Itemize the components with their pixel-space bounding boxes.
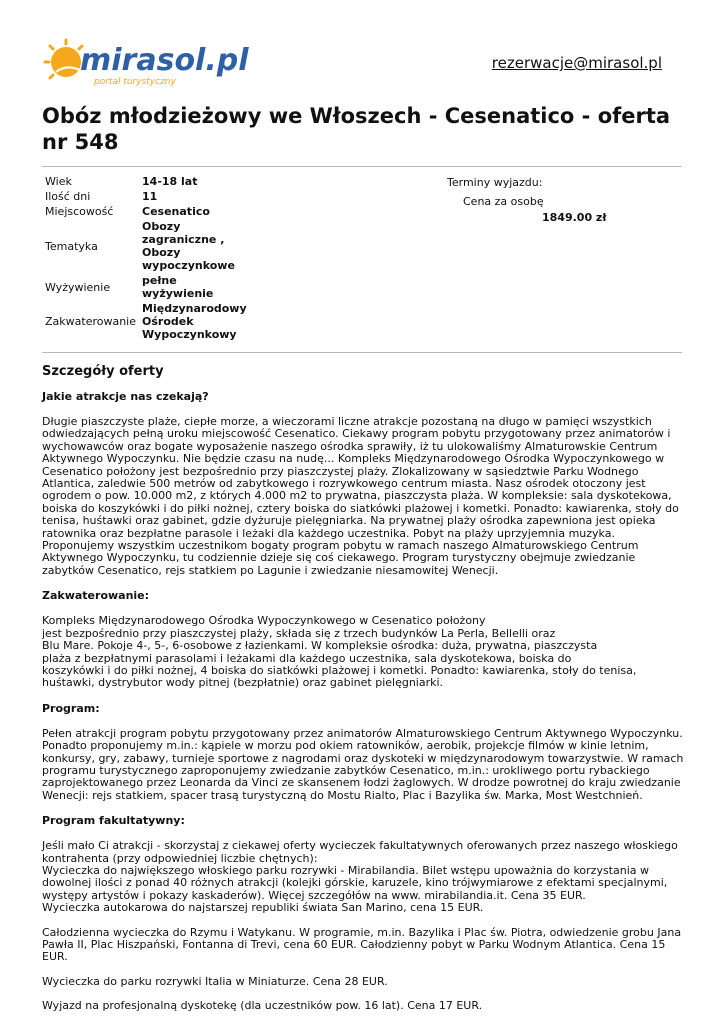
section-text: Wyjazd na profesjonalną dyskotekę (dla uczestników pow. 16 lat). Cena 17 EUR. [42,999,483,1013]
email-link[interactable]: rezerwacje@mirasol.pl [491,54,662,72]
page-title: Obóz młodzieżowy we Włoszech - Cesenatico - oferta nr 548 [42,104,671,154]
info-row-theme [42,219,250,273]
info-value: 11 [142,190,158,203]
departure-dates-label: Terminy wyjazdu: [447,176,543,189]
info-row-days [42,189,250,204]
info-value: pełne wyżywienie [142,274,214,300]
section-text: Pełen atrakcji program pobytu przygotowany przez animatorów Almaturowskiego Centrum Aktywnego Wypoczynku. Ponadto proponujemy m.in.: kąpiele w morzu pod okiem ratowników, aerobik, projekcje filmów w kinie letnim, konkursy, gry, zabawy, turnieje sportowe z nagrodami oraz dyskoteki w międzynarodowym towarzystwie. W ramach programu turystycznego zaproponujemy zwiedzanie zabytków Cesenatico, m.in.: urokliwego portu rybackiego zaprojektowanego przez Leonarda da Vinci ze skansenem łodzi żaglowych. W drodze powrotnej do kraju zwiedzanie Wenecji: rejs statkiem, spacer trasą turystyczną do Mostu Rialto, Plac i Bazylika św. Marka, Most Westchnień. [42,726,684,802]
section-text: Długie piaszczyste plaże, ciepłe morze, a wieczorami liczne atrakcje pozostaną na długo w pamięci wszystkich odwiedzających pełną uroku miejscowość Cesenatico. Ciekawy program pobytu przygotowany przez animatorów i wychowawców oraz bogate wyposażenie naszego ośrodka sprawiły, iż tu ulokowaliśmy Almaturowskie Centrum Aktywnego Wypoczynku. Nie będzie czasu na nudę... Kompleks Międzynarodowego Ośrodka Wypoczynkowego w Cesenatico położony jest bezpośrednio przy piaszczystej plaży. Zlokalizowany w sąsiedztwie Parku Wodnego Atlantica, zaledwie 500 metrów od zabytkowego i rozrywkowego centrum miasta. Nasz ośrodek otoczony jest ogrodem o pow. 10.000 m2, z których 4.000 m2 to prywatna, piaszczysta plaża. W kompleksie: sala dyskotekowa, boiska do koszykówki i do piłki nożnej, cztery boiska do siatkówki plażowej i kometki. Ponadto: kawiarenka, stoły do tenisa, huśtawki oraz gabinet, gdzie dyżuruje pielęgniarka. Na prywatnej plaży ośrodka zapewniona jest opieka ratownika oraz bezpłatne parasole i leżaki dla każdego uczestnika. Pobyt na plaży uprzyjemnia muzyka. Proponujemy wszystkim uczestnikom bogaty program pobytu w ramach naszego Almaturowskiego Centrum Aktywnego Wypoczynku, tu codziennie dzieje się coś ciekawego. Program turystyczny obejmuje zwiedzanie zabytków Cesenatico, rejs statkiem po Lagunie i zwiedzanie niesamowitej Wenecji. [42,415,679,577]
info-row-meals [42,273,250,301]
info-label: Miejscowość [45,205,114,218]
page-header [0,0,724,100]
section-text: Jeśli mało Ci atrakcji - skorzystaj z ciekawej oferty wycieczek fakultatywnych oferowanych przez naszego włoskiego kontrahenta (przy odpowiedniej liczbie chętnych): Wycieczka do największego włoskiego parku rozrywki - Mirabilandia. Bilet wstępu upoważnia do korzystania w dowolnej ilości z ponad 40 różnych atrakcji (kolejki górskie, karuzele, kino trójwymiarowe z efektami specjalnymi, występy artystów i pokazy kaskaderów). Więcej szczegółów na www. mirabilandia.it. Cena 35 EUR. Wycieczka autokarowa do najstarszej republiki świata San Marino, cena 15 EUR. [42,839,678,915]
info-label: Zakwaterowanie [45,315,137,328]
mirasol-logo[interactable] [42,36,272,92]
divider [42,166,682,167]
info-label: Ilość dni [45,190,91,203]
section-text: Całodzienna wycieczka do Rzymu i Watykanu. W programie, m.in. Bazylika i Plac św. Piotra, odwiedzenie grobu Jana Pawła II, Plac Hiszpański, Fontanna di Trevi, cena 60 EUR. Całodzienny pobyt w Parku Wodnym Atlantica. Cena 15 EUR. [42,925,682,964]
info-row-location [42,204,250,219]
info-label: Tematyka [45,239,98,253]
section-title-program: Program: [42,701,100,715]
section-title-accommodation: Zakwaterowanie: [42,589,150,603]
info-value: Międzynarodowy Ośrodek Wypoczynkowy [142,302,247,341]
sun-logo-icon [42,36,272,92]
info-value: Cesenatico [142,205,210,218]
offer-details [42,364,684,1024]
info-value: Obozy zagraniczne , Obozy wypoczynkowe [142,220,235,272]
info-value: 14-18 lat [142,175,198,188]
price-value: 1849.00 zł [542,211,607,224]
price-label: Cena za osobę [463,195,544,208]
info-row-age [42,174,250,189]
info-label: Wiek [45,175,72,188]
info-label: Wyżywienie [45,280,111,294]
logo-subtitle: portal turystyczny [94,77,176,87]
details-heading: Szczegóły oferty [42,364,164,379]
divider [42,352,682,353]
section-title-attractions: Jakie atrakcje nas czekają? [42,390,209,403]
logo-wordmark: mirasol.pl [80,43,249,78]
section-text: Kompleks Międzynarodowego Ośrodka Wypoczynkowego w Cesenatico położony jest bezpośrednio przy piaszczystej plaży, składa się z trzech budynków La Perla, Bellelli oraz Blu Mare. Pokoje 4-, 5-, 6-osobowe z łazienkami. W kompleksie ośrodka: duża, prywatna, piaszczysta plaża z bezpłatnymi parasolami i leżakami dla każdego uczestnika, sala dyskotekowa, boiska do koszykówki i do piłki nożnej, 4 boiska do siatkówki plażowej i kometki. Ponadto: kawiarenka, stoły do tenisa, huśtawki, dystrybutor wody pitnej (bezpłatnie) oraz gabinet pielęgniarki. [42,614,637,690]
offer-info-table [42,174,250,342]
section-text: Wycieczka do parku rozrywki Italia w Miniaturze. Cena 28 EUR. [42,974,388,988]
info-row-accommodation [42,301,250,342]
section-title-optional-program: Program fakultatywny: [42,814,185,828]
